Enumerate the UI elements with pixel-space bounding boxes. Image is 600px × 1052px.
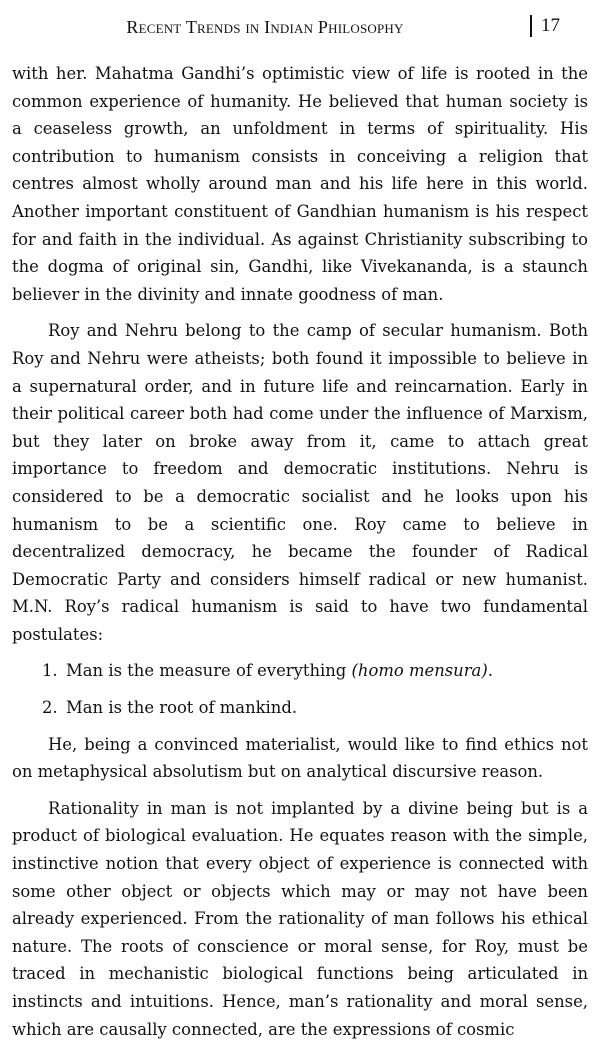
body-text bbox=[12, 60, 588, 1052]
list-item-number: 2. bbox=[42, 698, 58, 718]
page-number: 17 bbox=[541, 15, 560, 36]
list-item-text: Man is the root of mankind. bbox=[66, 698, 298, 718]
list-item-text bbox=[66, 657, 493, 685]
list-item bbox=[12, 657, 588, 685]
list-item-end: . bbox=[487, 661, 493, 681]
list-item-number: 1. bbox=[42, 661, 58, 681]
postulates-list bbox=[12, 657, 588, 721]
paragraph-secular-humanism: Roy and Nehru belong to the camp of secular humanism. Both Roy and Nehru were atheists; both found it impossible to believe in a supernatural order, and in future life and reincarnation. Early in their political career both had come under the influence of Marxism, but they later on broke away from it, came to attach great importance to freedom and democratic institutions. Nehru is considered to be a democratic socialist and he looks upon his humanism to be a scientific one. Roy came to believe in decentralized democracy, he became the founder of Radical Democratic Party and considers himself radical or new humanist. M.N. Roy’s radical humanism is said to have two fundamental postulates: bbox=[12, 321, 588, 644]
running-title: Recent Trends in Indian Philosophy bbox=[126, 17, 404, 37]
list-item-italic: (homo mensura) bbox=[351, 661, 488, 681]
paragraph-materialist-ethics: He, being a convinced materialist, would like to find ethics not on metaphysical absolutism but on analytical discursive reason. bbox=[12, 734, 588, 782]
running-header bbox=[0, 0, 600, 44]
list-item-text-main: Man is the measure of everything bbox=[66, 661, 352, 681]
paragraph-gandhi-humanism: with her. Mahatma Gandhi’s optimistic view of life is rooted in the common experience of humanity. He believed that human society is a ceaseless growth, an unfoldment in terms of spirituality. His contribution to humanism consists in conceiving a religion that centres almost wholly around man and his life here in this world. Another important constituent of Gandhian humanism is his respect for and faith in the individual. As against Christianity subscribing to the dogma of original sin, Gandhi, like Vivekananda, is a staunch believer in the divinity and innate goodness of man. bbox=[12, 64, 588, 304]
paragraph-rationality: Rationality in man is not implanted by a divine being but is a product of biological evaluation. He equates reason with the simple, instinctive notion that every object of experience is connected with some other object or objects which may or may not have been already experienced. From the rationality of man follows his ethical nature. The roots of conscience or moral sense, for Roy, must be traced in mechanistic biological functions being articulated in instincts and intuitions. Hence, man’s rationality and moral sense, which are causally connected, are the expressions of cosmic bbox=[12, 798, 588, 1039]
header-divider bbox=[530, 15, 532, 37]
list-item bbox=[12, 694, 588, 722]
